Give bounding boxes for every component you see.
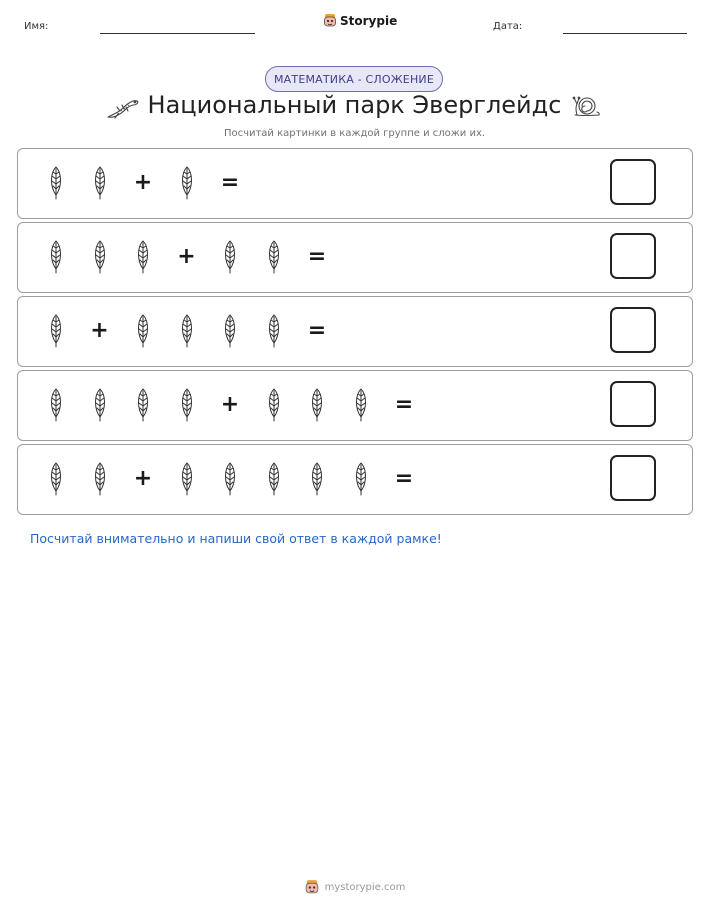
brand-name: Storypie: [340, 13, 398, 28]
name-label: Имя:: [24, 21, 49, 32]
leaf-icon: [48, 165, 64, 201]
leaf-icon: [266, 313, 282, 349]
answer-box[interactable]: [610, 233, 656, 279]
date-label: Дата:: [493, 21, 523, 32]
leaf-icon: [48, 461, 64, 497]
problem-row: [17, 370, 693, 441]
plus-sign: +: [133, 170, 153, 195]
problem-row: [17, 222, 693, 293]
leaf-icon: [48, 313, 64, 349]
leaf-icon: [135, 313, 151, 349]
leaf-icon: [92, 165, 108, 201]
leaf-icon: [92, 461, 108, 497]
instruction-note: Посчитай внимательно и напиши свой ответ в каждой рамке!: [30, 531, 442, 546]
leaf-icon: [179, 313, 195, 349]
plus-sign: +: [133, 466, 153, 491]
leaf-icon: [222, 461, 238, 497]
leaf-icon: [135, 387, 151, 423]
leaf-icon: [179, 387, 195, 423]
leaf-icon: [92, 239, 108, 275]
brand-logo: [323, 13, 397, 28]
name-line[interactable]: [100, 33, 255, 34]
plus-sign: +: [177, 244, 196, 269]
answer-box[interactable]: [610, 159, 656, 205]
leaf-icon: [309, 461, 325, 497]
leaf-icon: [135, 239, 151, 275]
plus-sign: +: [90, 318, 109, 343]
answer-box[interactable]: [610, 307, 656, 353]
leaf-icon: [48, 239, 64, 275]
equals-sign: =: [394, 392, 414, 417]
problem-row: [17, 444, 693, 515]
leaf-icon: [309, 387, 325, 423]
leaf-icon: [92, 387, 108, 423]
snail-icon: [571, 94, 601, 118]
answer-box[interactable]: [610, 381, 656, 427]
leaf-icon: [222, 313, 238, 349]
plus-sign: +: [220, 392, 240, 417]
footer-url: mystorypie.com: [324, 881, 406, 893]
leaf-icon: [222, 239, 238, 275]
answer-box[interactable]: [610, 455, 656, 501]
equals-sign: =: [220, 170, 240, 195]
problem-row: [17, 148, 693, 219]
problem-row: [17, 296, 693, 367]
storypie-mascot-icon: [323, 13, 337, 28]
page-title: Национальный парк Эверглейдс: [147, 91, 562, 119]
storypie-mascot-icon: [304, 879, 320, 895]
subject-badge: МАТЕМАТИКА - СЛОЖЕНИЕ: [265, 66, 443, 92]
leaf-icon: [48, 387, 64, 423]
leaf-icon: [266, 461, 282, 497]
footer: [0, 879, 709, 895]
leaf-icon: [353, 461, 369, 497]
equals-sign: =: [307, 244, 327, 269]
leaf-icon: [179, 165, 195, 201]
date-line[interactable]: [563, 33, 687, 34]
equals-sign: =: [394, 466, 414, 491]
leaf-icon: [179, 461, 195, 497]
page-subtitle: Посчитай картинки в каждой группе и сложи их.: [223, 128, 486, 139]
leaf-icon: [266, 239, 282, 275]
equals-sign: =: [307, 318, 327, 343]
leaf-icon: [353, 387, 369, 423]
leaf-icon: [266, 387, 282, 423]
